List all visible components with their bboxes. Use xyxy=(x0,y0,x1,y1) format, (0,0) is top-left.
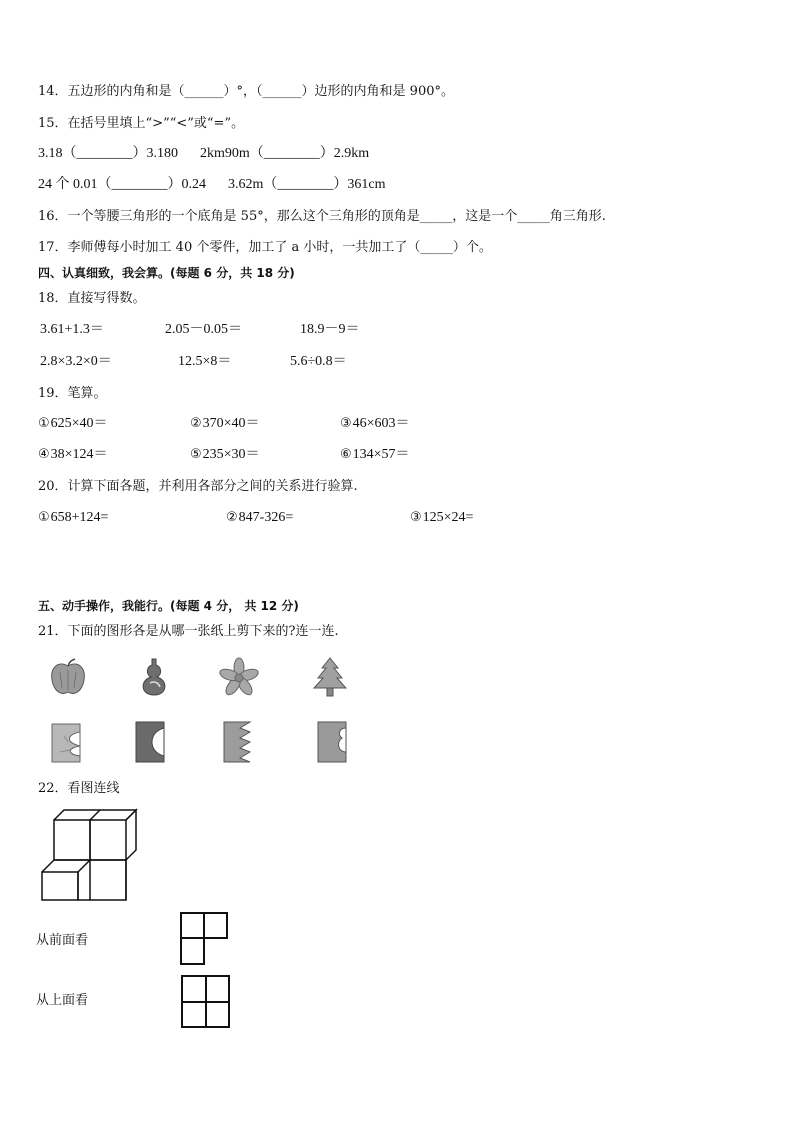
folded-paper-b-icon xyxy=(134,720,166,764)
written-calc-item: ②370×40＝ xyxy=(190,416,260,431)
calc-item: 5.6÷0.8＝ xyxy=(290,354,347,369)
calc-item: 3.61+1.3＝ xyxy=(40,322,104,337)
folded-paper-c-icon xyxy=(222,720,252,764)
written-calc-item: ④38×124＝ xyxy=(38,447,108,462)
calc-item: 12.5×8＝ xyxy=(178,354,232,369)
section-4-heading: 四、认真细致，我会算。(每题 6 分，共 18 分) xyxy=(38,266,295,280)
apple-cutout-icon xyxy=(48,658,88,698)
front-view-label: 从前面看 xyxy=(36,933,89,948)
verify-calc-item: ①658+124= xyxy=(38,510,109,525)
written-calc-item: ⑥134×57＝ xyxy=(340,447,410,462)
question-17: 17．李师傅每小时加工 40 个零件，加工了 a 小时，一共加工了（_____）个。 xyxy=(38,240,492,255)
question-14: 14．五边形的内角和是（______）°，（______）边形的内角和是 900°。 xyxy=(38,84,454,99)
calc-item: 2.05－0.05＝ xyxy=(165,322,242,337)
written-calc-item: ①625×40＝ xyxy=(38,416,108,431)
calc-item: 2.8×3.2×0＝ xyxy=(40,354,112,369)
question-21-title: 21．下面的图形各是从哪一张纸上剪下来的?连一连. xyxy=(38,624,339,639)
written-calc-item: ③46×603＝ xyxy=(340,416,410,431)
question-15-item: 2km90m（________）2.9km xyxy=(200,146,370,161)
question-15-item: 3.18（________）3.180 xyxy=(38,146,178,161)
cube-stack-figure xyxy=(40,808,132,902)
gourd-cutout-icon xyxy=(134,655,174,697)
question-15-item: 24 个 0.01（________）0.24 xyxy=(38,177,206,192)
section-5-heading: 五、动手操作，我能行。(每题 4 分， 共 12 分) xyxy=(38,599,299,613)
question-19-title: 19．笔算。 xyxy=(38,386,107,401)
verify-calc-item: ③125×24= xyxy=(410,510,474,525)
question-16: 16．一个等腰三角形的一个底角是 55°，那么这个三角形的顶角是_____，这是一个_____角三角形. xyxy=(38,209,606,224)
flower-cutout-icon xyxy=(218,658,260,698)
question-15-item: 3.62m（________）361cm xyxy=(228,177,386,192)
folded-paper-d-icon xyxy=(316,720,348,764)
calc-item: 18.9－9＝ xyxy=(300,322,360,337)
tree-cutout-icon xyxy=(312,656,348,698)
question-15-title: 15．在括号里填上“>”“<”或“=”。 xyxy=(38,116,245,131)
folded-paper-a-icon xyxy=(50,722,82,764)
verify-calc-item: ②847-326= xyxy=(226,510,294,525)
top-view-figure xyxy=(181,975,231,1029)
top-view-label: 从上面看 xyxy=(36,993,89,1008)
question-18-title: 18．直接写得数。 xyxy=(38,291,146,306)
question-20-title: 20．计算下面各题，并利用各部分之间的关系进行验算. xyxy=(38,479,358,494)
front-view-figure xyxy=(180,912,230,966)
written-calc-item: ⑤235×30＝ xyxy=(190,447,260,462)
question-22-title: 22．看图连线 xyxy=(38,781,120,796)
